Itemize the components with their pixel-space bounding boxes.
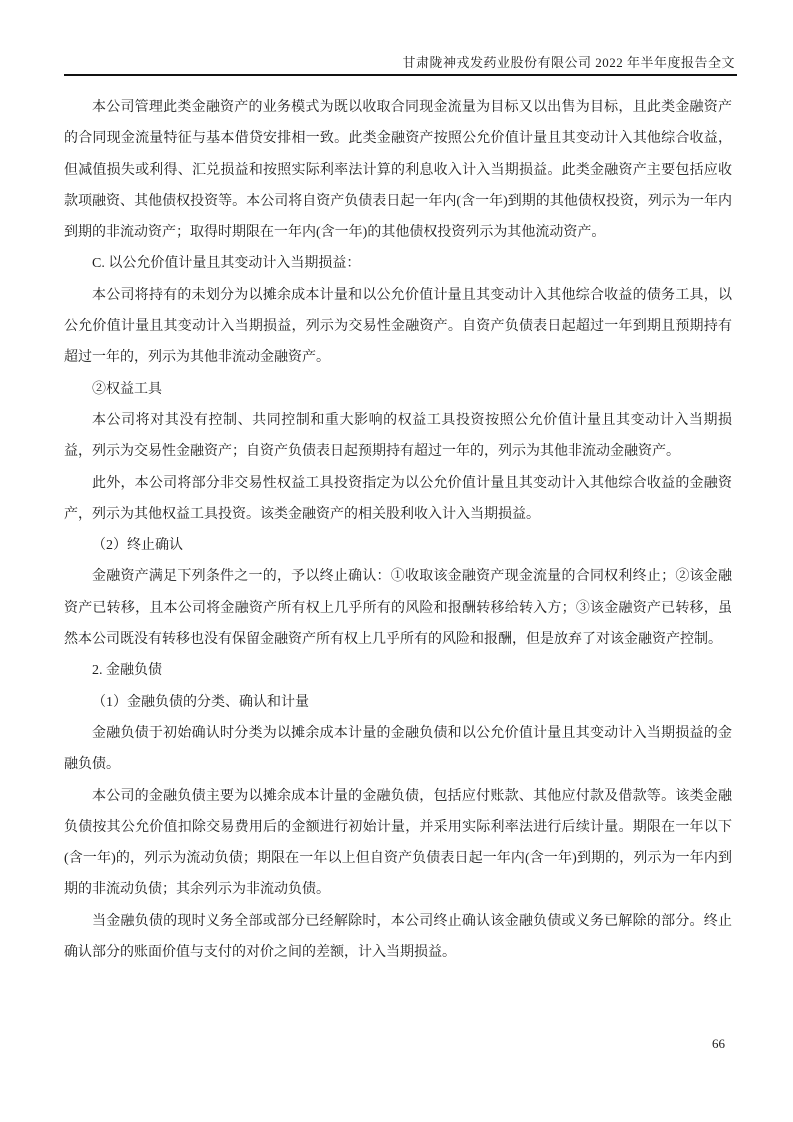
paragraph: （2）终止确认 bbox=[92, 538, 183, 554]
page-header bbox=[64, 52, 735, 71]
page-number: 66 bbox=[712, 1036, 725, 1051]
paragraph: 当金融负债的现时义务全部或部分已经解除时，本公司终止确认该金融负债或义务已解除的部分。终止确认部分的账面价值与支付的对价之间的差额，计入当期损益。 bbox=[64, 913, 732, 961]
header-title: 甘肃陇神戎发药业股份有限公司 2022 年半年度报告全文 bbox=[402, 55, 735, 70]
paragraph: 本公司将持有的未划分为以摊余成本计量和以公允价值计量且其变动计入其他综合收益的债务工具，以公允价值计量且其变动计入当期损益，列示为交易性金融资产。自资产负债表日起超过一年到期且预期持有超过一年的，列示为其他非流动金融资产。 bbox=[64, 287, 732, 366]
paragraph: 金融负债于初始确认时分类为以摊余成本计量的金融负债和以公允价值计量且其变动计入当期损益的金融负债。 bbox=[64, 725, 732, 773]
paragraph: ②权益工具 bbox=[92, 381, 162, 397]
paragraph: 金融资产满足下列条件之一的，予以终止确认：①收取该金融资产现金流量的合同权利终止；②该金融资产已转移，且本公司将金融资产所有权上几乎所有的风险和报酬转移给转入方；③该金融资产已转移，虽然本公司既没有转移也没有保留金融资产所有权上几乎所有的风险和报酬，但是放弃了对该金融资产控制。 bbox=[64, 569, 732, 648]
header-rule bbox=[64, 74, 737, 76]
paragraph: 2. 金融负债 bbox=[92, 663, 162, 679]
paragraph: （1）金融负债的分类、确认和计量 bbox=[92, 694, 309, 710]
document-body bbox=[64, 92, 732, 968]
paragraph: 本公司将对其没有控制、共同控制和重大影响的权益工具投资按照公允价值计量且其变动计入当期损益，列示为交易性金融资产；自资产负债表日起预期持有超过一年的，列示为其他非流动金融资产。 bbox=[64, 412, 732, 460]
paragraph: C. 以公允价值计量且其变动计入当期损益： bbox=[92, 256, 361, 272]
paragraph: 本公司管理此类金融资产的业务模式为既以收取合同现金流量为目标又以出售为目标，且此类金融资产的合同现金流量特征与基本借贷安排相一致。此类金融资产按照公允价值计量且其变动计入其他综合收益，但减值损失或利得、汇兑损益和按照实际利率法计算的利息收入计入当期损益。此类金融资产主要包括应收款项融资、其他债权投资等。本公司将自资产负债表日起一年内(含一年)到期的其他债权投资，列示为一年内到期的非流动资产；取得时期限在一年内(含一年)的其他债权投资列示为其他流动资产。 bbox=[64, 100, 732, 241]
paragraph: 本公司的金融负债主要为以摊余成本计量的金融负债，包括应付账款、其他应付款及借款等。该类金融负债按其公允价值扣除交易费用后的金额进行初始计量，并采用实际利率法进行后续计量。期限在一年以下(含一年)的，列示为流动负债；期限在一年以上但自资产负债表日起一年内(含一年)到期的，列示为一年内到期的非流动负债；其余列示为非流动负债。 bbox=[64, 788, 732, 898]
paragraph: 此外，本公司将部分非交易性权益工具投资指定为以公允价值计量且其变动计入其他综合收益的金融资产，列示为其他权益工具投资。该类金融资产的相关股利收入计入当期损益。 bbox=[64, 475, 732, 522]
